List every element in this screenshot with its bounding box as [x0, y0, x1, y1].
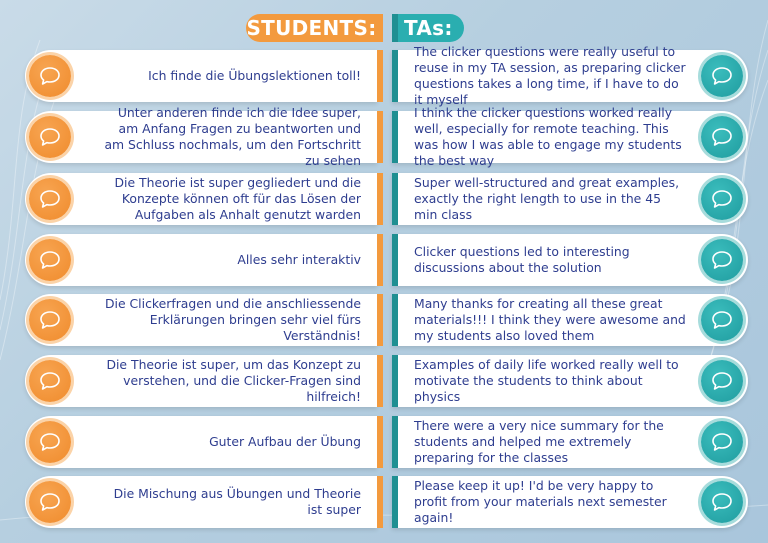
speech-bubble-icon [701, 178, 743, 220]
ta-feedback-text: I think the clicker questions worked really well, especially for remote teaching. This was how I was able to engage my students the best way [414, 105, 682, 168]
speech-bubble-icon [29, 299, 71, 341]
speech-bubble-icon [701, 116, 743, 158]
speech-bubble-icon [701, 239, 743, 281]
student-feedback-card [25, 234, 377, 286]
speech-bubble-icon [701, 481, 743, 523]
student-feedback-card [25, 173, 377, 225]
ta-feedback-text: Clicker questions led to interesting discussions about the solution [414, 244, 630, 275]
feedback-row [0, 234, 768, 286]
feedback-row [0, 173, 768, 225]
student-feedback-text: Die Theorie ist super gegliedert und die Konzepte können oft für das Lösen der Aufgaben als Anhalt genutzt warden [114, 175, 361, 222]
speech-bubble-icon [701, 360, 743, 402]
student-feedback-text: Alles sehr interaktiv [237, 252, 361, 267]
student-feedback-card [25, 416, 377, 468]
ta-feedback-card [392, 44, 748, 107]
student-feedback-text: Guter Aufbau der Übung [209, 434, 361, 449]
student-feedback-text: Die Clickerfragen und die anschliessende Erklärungen bringen sehr viel fürs Verständnis! [104, 296, 361, 343]
feedback-row [0, 294, 768, 346]
feedback-row [0, 476, 768, 528]
student-feedback-card [25, 476, 377, 528]
ta-feedback-text: Examples of daily life worked really well to motivate the students to think about physics [414, 357, 679, 404]
student-feedback-text: Unter anderen finde ich die Idee super, am Anfang Fragen zu beantworten und am Schluss nochmals, um den Fortschritt zu sehen [104, 105, 361, 168]
speech-bubble-icon [29, 55, 71, 97]
speech-bubble-icon [701, 421, 743, 463]
student-feedback-card [25, 50, 377, 102]
speech-bubble-icon [29, 481, 71, 523]
student-feedback-card [25, 105, 377, 168]
ta-feedback-text: Please keep it up! I'd be very happy to profit from your materials next semester again! [414, 478, 667, 525]
speech-bubble-icon [29, 239, 71, 281]
speech-bubble-icon [29, 360, 71, 402]
speech-bubble-icon [701, 55, 743, 97]
student-feedback-text: Ich finde die Übungslektionen toll! [148, 68, 361, 83]
ta-feedback-text: The clicker questions were really useful to reuse in my TA session, as preparing clicker questions takes a long time, if I have to do it myself [414, 44, 686, 107]
speech-bubble-icon [29, 178, 71, 220]
tas-header: TAs: [392, 14, 464, 42]
ta-feedback-text: Many thanks for creating all these great materials!!! I think they were awesome and my students also loved them [414, 296, 686, 343]
feedback-row [0, 105, 768, 168]
ta-feedback-text: There were a very nice summary for the students and helped me extremely preparing for the classes [414, 418, 664, 465]
ta-feedback-card [392, 294, 748, 346]
student-feedback-card [25, 294, 377, 346]
student-feedback-text: Die Mischung aus Übungen und Theorie ist super [113, 486, 361, 517]
speech-bubble-icon [29, 116, 71, 158]
feedback-row [0, 416, 768, 468]
ta-feedback-card [392, 105, 748, 168]
ta-feedback-card [392, 355, 748, 407]
student-feedback-text: Die Theorie ist super, um das Konzept zu verstehen, und die Clicker-Fragen sind hilfreich! [106, 357, 361, 404]
ta-feedback-card [392, 476, 748, 528]
ta-feedback-card [392, 416, 748, 468]
ta-feedback-text: Super well-structured and great examples, exactly the right length to use in the 45 min class [414, 175, 680, 222]
student-feedback-card [25, 355, 377, 407]
ta-feedback-card [392, 234, 748, 286]
speech-bubble-icon [701, 299, 743, 341]
students-header: STUDENTS: [246, 16, 377, 40]
feedback-row [0, 355, 768, 407]
feedback-row [0, 44, 768, 107]
speech-bubble-icon [29, 421, 71, 463]
ta-feedback-card [392, 173, 748, 225]
